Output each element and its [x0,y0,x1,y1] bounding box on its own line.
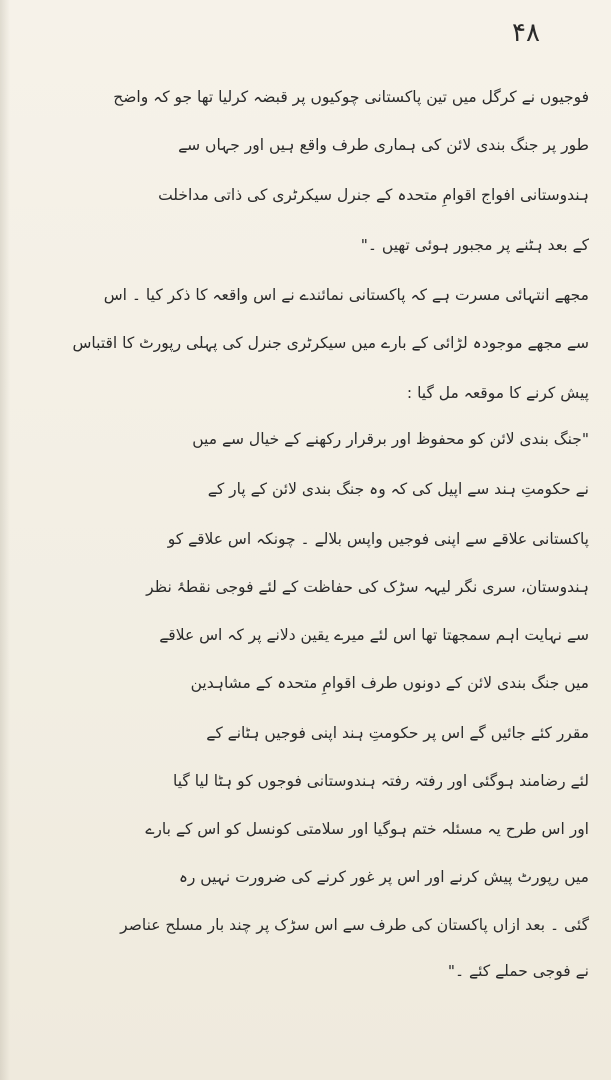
text-line: ہندوستان، سری نگر لیہہ سڑک کی حفاظت کے لئے فوجی نقطۂ نظر [146,578,589,596]
text-line: طور پر جنگ بندی لائن کی ہماری طرف واقع ہیں اور جہاں سے [178,136,589,154]
text-line: اور اس طرح یہ مسئلہ ختم ہوگیا اور سلامتی کونسل کو اس کے بارے [145,820,589,838]
page-number: ۴۸ [512,18,540,48]
text-line: میں رپورٹ پیش کرنے اور اس پر غور کرنے کی ضرورت نہیں رہ [178,868,589,886]
text-line: کے بعد ہٹنے پر مجبور ہوئی تھیں ۔" [360,236,589,254]
text-line: سے مجھے موجودہ لڑائی کے بارے میں سیکرٹری جنرل کی پہلی رپورٹ کا اقتباس [72,334,589,352]
text-line: نے فوجی حملے کئے ۔" [447,962,589,980]
text-line: فوجیوں نے کرگل میں تین پاکستانی چوکیوں پر قبضہ کرلیا تھا جو کہ واضح [113,88,589,106]
text-line: نے حکومتِ ہند سے اپیل کی کہ وہ جنگ بندی لائن کے پار کے [207,480,589,498]
text-line: ہندوستانی افواج اقوامِ متحدہ کے جنرل سیکرٹری کی ذاتی مداخلت [158,186,589,204]
text-line: مقرر کئے جائیں گے اس پر حکومتِ ہند اپنی فوجیں ہٹانے کے [206,724,589,742]
text-line: لئے رضامند ہوگئی اور رفتہ رفتہ ہندوستانی فوجوں کو ہٹا لیا گیا [173,772,589,790]
text-line: پیش کرنے کا موقعہ مل گیا : [406,384,589,402]
text-line: مجھے انتہائی مسرت ہے کہ پاکستانی نمائندے نے اس واقعہ کا ذکر کیا ۔ اس [103,286,589,304]
page-gutter-shadow [0,0,10,1080]
text-line: پاکستانی علاقے سے اپنی فوجیں واپس بلالے ۔ چونکہ اس علاقے کو [167,530,589,548]
text-line: میں جنگ بندی لائن کے دونوں طرف اقوامِ متحدہ کے مشاہدین [190,674,589,692]
text-line: گئی ۔ بعد ازاں پاکستان کی طرف سے اس سڑک پر چند بار مسلح عناصر [120,916,589,934]
text-line: "جنگ بندی لائن کو محفوظ اور برقرار رکھنے کے خیال سے میں [192,430,589,448]
text-line: سے نہایت اہم سمجھتا تھا اس لئے میرے یقین دلانے پر کہ اس علاقے [159,626,589,644]
